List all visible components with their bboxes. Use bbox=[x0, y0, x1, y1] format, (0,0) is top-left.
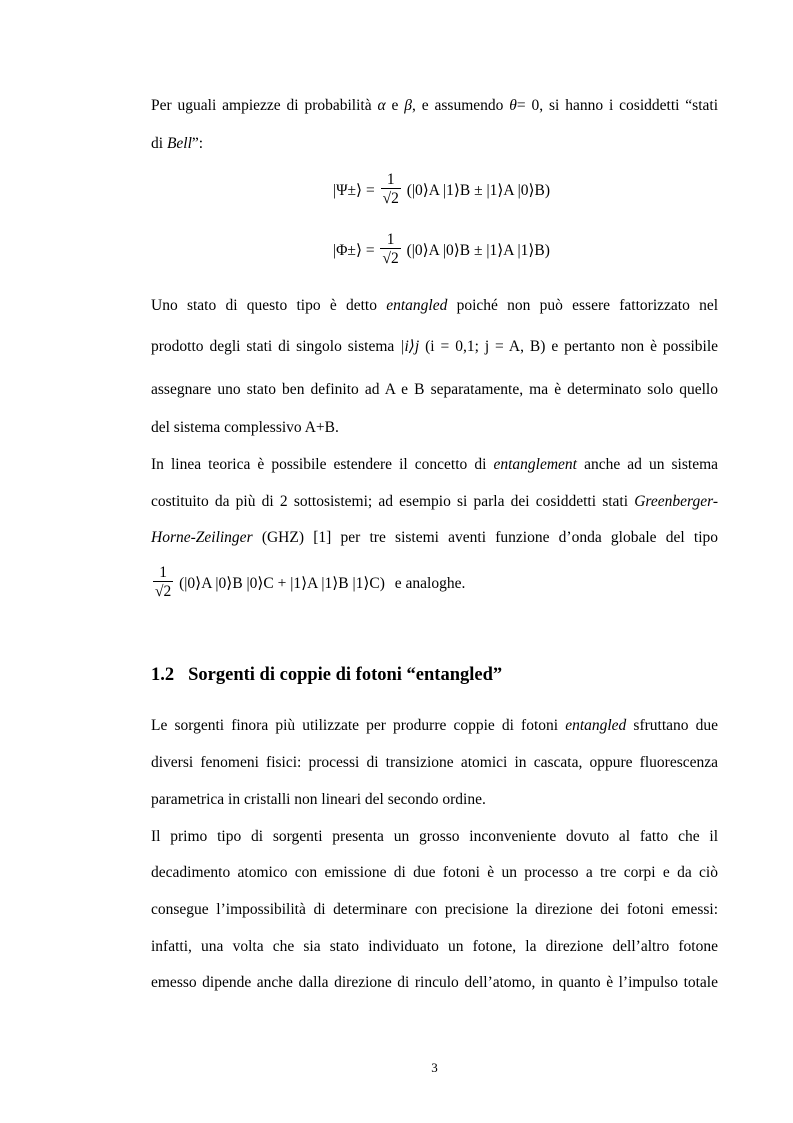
text-span: ”: bbox=[191, 135, 204, 152]
equation-body: (|0⟩A |0⟩B |0⟩C + |1⟩A |1⟩B |1⟩C) bbox=[179, 575, 385, 592]
text-line bbox=[151, 790, 718, 810]
text-span: sfruttano due bbox=[633, 717, 718, 734]
text-span: infatti, una volta che sia stato individuato un fotone, la direzione dell’altro fotone bbox=[151, 938, 718, 955]
ghz-state-expression bbox=[151, 565, 465, 602]
fraction bbox=[380, 232, 400, 269]
italic-term: entangled bbox=[565, 717, 627, 734]
text-span: , e assumendo bbox=[412, 97, 504, 114]
text-line bbox=[151, 528, 718, 548]
text-span: assegnare uno stato ben definito ad A e B separatamente, ma è determinato solo quello bbox=[151, 381, 718, 398]
fraction-numerator: 1 bbox=[386, 231, 395, 248]
text-line bbox=[151, 380, 718, 400]
text-line bbox=[151, 134, 718, 154]
text-span: e analoghe. bbox=[394, 574, 466, 592]
fraction bbox=[153, 565, 173, 602]
text-line bbox=[151, 827, 718, 847]
text-span: e bbox=[391, 97, 399, 114]
italic-term: entangled bbox=[386, 297, 448, 314]
text-span: diversi fenomeni fisici: processi di transizione atomici in cascata, oppure fluorescenza bbox=[151, 754, 718, 771]
text-line bbox=[151, 96, 718, 116]
page-number: 3 bbox=[431, 1060, 438, 1075]
text-line bbox=[151, 337, 718, 357]
text-span: Per uguali ampiezze di probabilità bbox=[151, 97, 372, 114]
ket-symbol: |i⟩j bbox=[400, 338, 420, 355]
bell-state-psi-equation bbox=[333, 172, 550, 209]
text-line bbox=[151, 455, 718, 475]
fraction-denominator: √2 bbox=[382, 190, 399, 207]
text-line bbox=[151, 973, 718, 993]
text-span: = 0, si hanno i cosiddetti “stati bbox=[516, 97, 719, 114]
text-line bbox=[151, 716, 718, 736]
text-span: poiché non può essere fattorizzato nel bbox=[456, 297, 719, 314]
text-line bbox=[151, 492, 718, 512]
text-line bbox=[151, 296, 718, 316]
text-span: di bbox=[151, 135, 167, 152]
text-span: prodotto degli stati di singolo sistema bbox=[151, 338, 395, 355]
text-span: Le sorgenti finora più utilizzate per produrre coppie di fotoni bbox=[151, 717, 559, 734]
italic-term: Bell bbox=[166, 135, 192, 152]
text-span: (GHZ) [1] per tre sistemi aventi funzione d’onda globale del tipo bbox=[261, 529, 719, 546]
italic-term: entanglement bbox=[493, 456, 577, 473]
text-line bbox=[151, 937, 718, 957]
text-span: Il primo tipo di sorgenti presenta un grosso inconveniente dovuto al fatto che il bbox=[151, 828, 718, 845]
text-span: Uno stato di questo tipo è detto bbox=[151, 297, 377, 314]
fraction-numerator: 1 bbox=[159, 564, 167, 581]
text-line bbox=[151, 418, 718, 438]
text-span: decadimento atomico con emissione di due fotoni è un processo a tre corpi e da ciò bbox=[151, 864, 718, 881]
fraction bbox=[381, 172, 401, 209]
fraction-numerator: 1 bbox=[386, 171, 395, 188]
equation-body: (|0⟩A |1⟩B ± |1⟩A |0⟩B) bbox=[406, 182, 551, 199]
text-span: (i = 0,1; j = A, B) e pertanto non è possibile bbox=[425, 338, 719, 355]
equation-lhs: |Φ±⟩ = bbox=[333, 242, 375, 259]
text-span: consegue l’impossibilità di determinare con precisione la direzione dei fotoni emessi: bbox=[151, 901, 718, 918]
text-span: costituito da più di 2 sottosistemi; ad esempio si parla dei cosiddetti stati bbox=[151, 493, 629, 510]
text-span: del sistema complessivo A+B. bbox=[151, 419, 339, 436]
text-line bbox=[151, 863, 718, 883]
text-span: In linea teorica è possibile estendere il concetto di bbox=[151, 456, 487, 473]
alpha-symbol: α bbox=[377, 97, 386, 114]
beta-symbol: β bbox=[404, 97, 413, 114]
equation-lhs: |Ψ±⟩ = bbox=[333, 182, 375, 199]
theta-symbol: θ bbox=[509, 97, 517, 114]
fraction-denominator: √2 bbox=[155, 583, 172, 600]
fraction-denominator: √2 bbox=[382, 250, 399, 267]
text-line bbox=[151, 900, 718, 920]
text-line bbox=[151, 753, 718, 773]
italic-term: Horne-Zeilinger bbox=[151, 529, 253, 546]
italic-term: Greenberger- bbox=[634, 493, 718, 510]
section-number: 1.2 bbox=[151, 665, 175, 685]
section-title: Sorgenti di coppie di fotoni “entangled” bbox=[188, 665, 503, 685]
text-span: parametrica in cristalli non lineari del secondo ordine. bbox=[151, 791, 486, 808]
bell-state-phi-equation bbox=[333, 232, 550, 269]
section-heading bbox=[151, 665, 502, 686]
text-span: anche ad un sistema bbox=[584, 456, 719, 473]
text-span: emesso dipende anche dalla direzione di rinculo dell’atomo, in quanto è l’impulso totale bbox=[151, 974, 718, 991]
equation-body: (|0⟩A |0⟩B ± |1⟩A |1⟩B) bbox=[406, 242, 550, 259]
